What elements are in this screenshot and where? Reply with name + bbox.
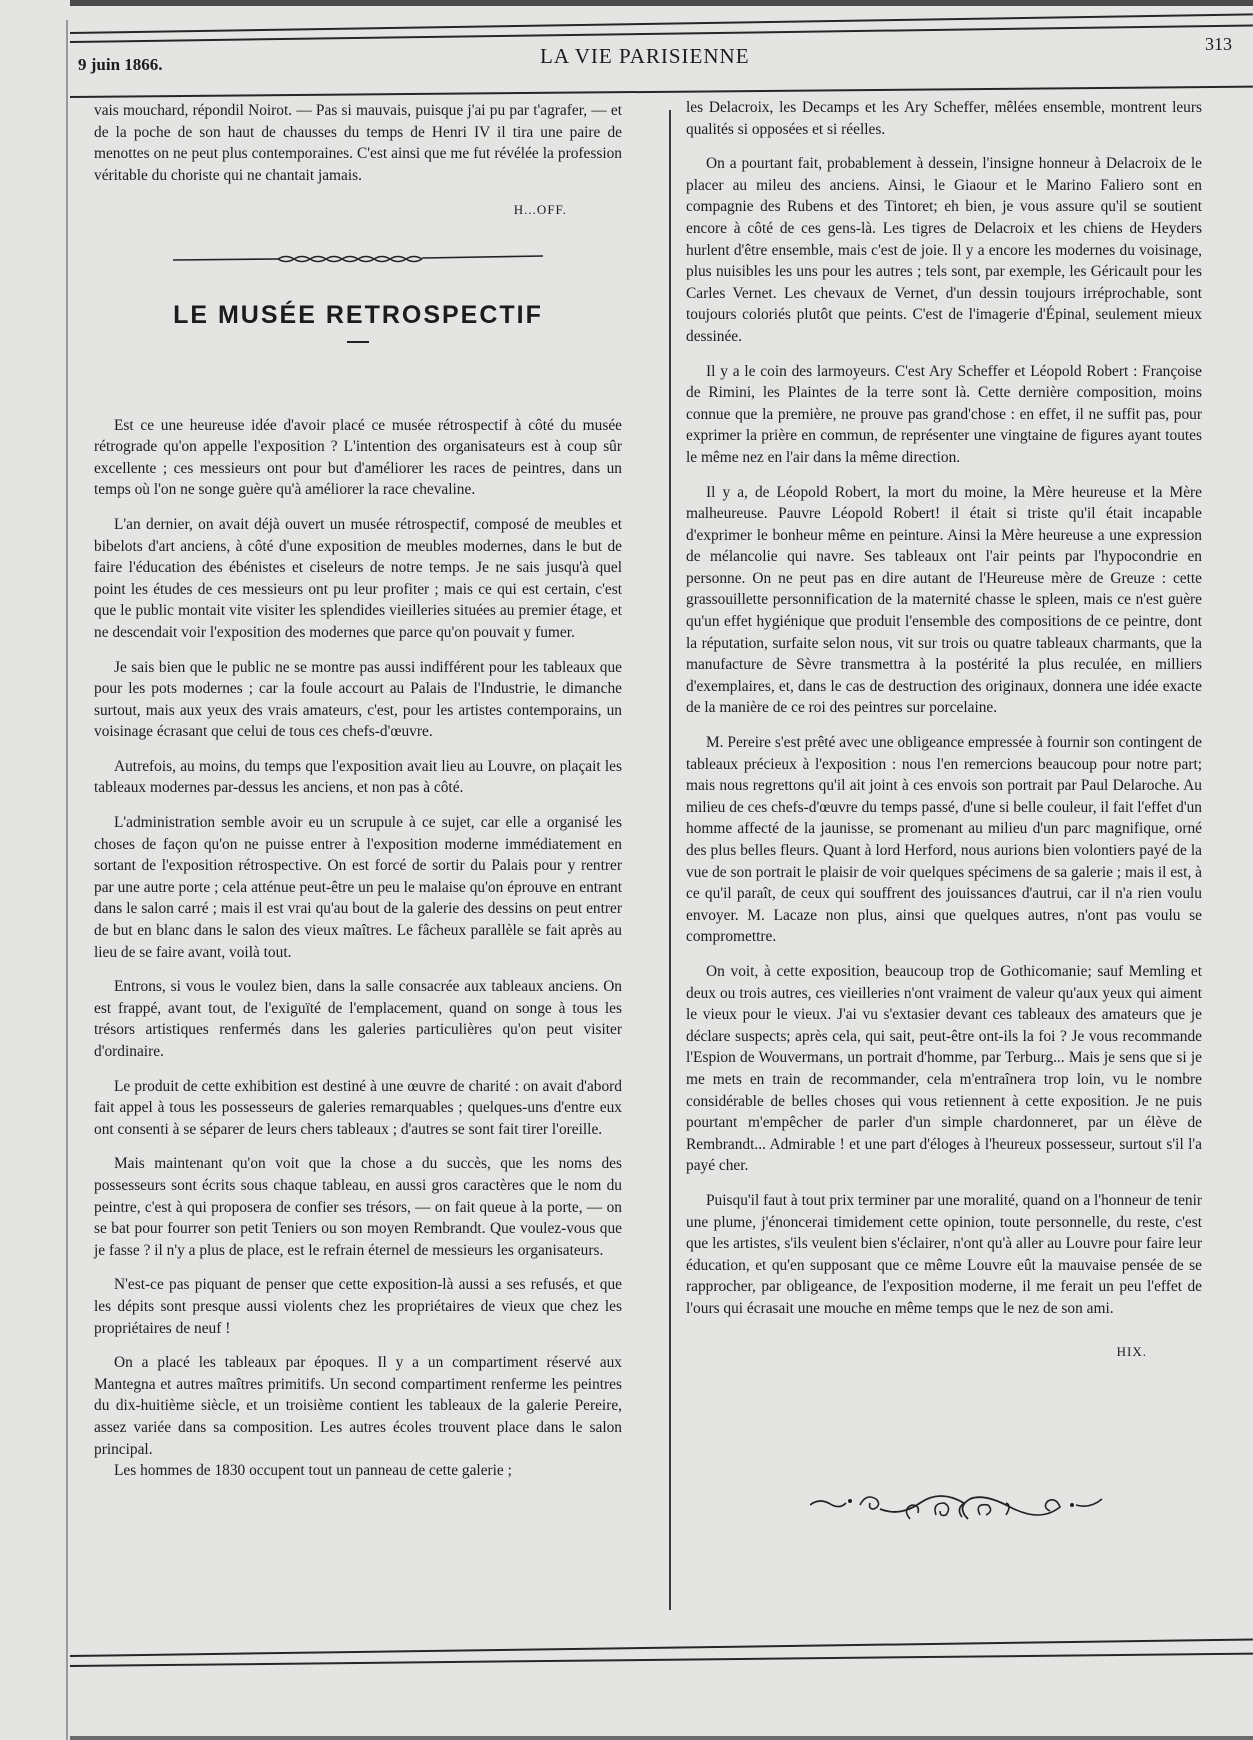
paragraph: Puisqu'il faut à tout prix terminer par une moralité, quand on a l'honneur de tenir une plume, j'énoncerai timidement cette opinion, toute personnelle, du reste, c'est que les artistes, s'ils veulent bien s'éclairer, n'ont qu'à aller au Louvre pour faire leur éducation, et qu'en supposant que ce même Louvre eût la mauvaise pensée de se rapprocher, par obligeance, de l'exposition moderne, il me ferait un peu l'effet de l'ours qui écrasait une mouche en même temps que le nez de son ami. — [686, 1191, 1202, 1317]
ornamental-rule-icon — [173, 251, 543, 265]
paragraph: Il y a, de Léopold Robert, la mort du moine, la Mère heureuse et la Mère malheureuse. Pauvre Léopold Robert! il était si triste qu'il était incapable d'exprimer le bonheur même en peinture. Ainsi la Mère heureuse a une expression de mélancolie qui navre. Ses tableaux ont l'air peints par l'hypocondrie en personne. On ne peut pas en dire autant de l'Heureuse mère de Greuze : cette grassouillette personnification de la maternité chasse le spleen, mais ce n'est guère qu'un effet hygiénique que produit l'ensemble des compositions de ce peintre, dont la réputation, surfaite selon nous, vit sur trois ou quatre tableaux charmants, que la manufacture de Sèvre transmettra à la postérité la plus reculée, en milliers d'exemplaires, et, dans le cas de destruction des originaux, donnera une idée exacte de la manière de ce roi des peintres sur porcelaine. — [686, 483, 1202, 717]
paragraph: N'est-ce pas piquant de penser que cette exposition-là aussi a ses refusés, et que les dépits sont presque aussi violents chez les propriétaires de vieux que chez les propriétaires de neuf ! — [94, 1276, 622, 1337]
continued-paragraph: vais mouchard, répondil Noirot. — Pas si mauvais, puisque j'ai pu par t'agrafer, — et de la poche de son haut de chausses du temps de Henri IV il tira une paire de menottes on ne peut plus contemporaines. C'est ainsi que me fut révélée la profession véritable du choriste qui ne chantait jamais. — [94, 102, 622, 184]
paragraph: On a placé les tableaux par époques. Il y a un compartiment réservé aux Mantegna et autres maîtres primitifs. Un second compartiment renferme les peintres du dix-huitième siècle, et un troisième contient les tableaux de la galerie Pereire, assez variée dans sa composition. Les autres écoles trouvent place dans le salon principal. — [94, 1354, 622, 1458]
paragraph: Le produit de cette exhibition est destiné à une œuvre de charité : on avait d'abord fait appel à tous les possesseurs de galeries remarquables ; quelques-uns d'entre eux ont consenti à se séparer de leurs chers tableaux ; d'autres se sont fait tirer l'oreille. — [94, 1077, 622, 1138]
paragraph: Je sais bien que le public ne se montre pas aussi indifférent pour les tableaux que pour les pots modernes ; car la foule accourt au Palais de l'Industrie, le dimanche surtout, mais aux yeux des vrais amateurs, c'est, pour les artistes contemporains, un voisinage écrasant que celui de tous ces chefs-d'œuvre. — [94, 658, 622, 741]
header-rule-top-2 — [70, 24, 1253, 43]
footer-rule-bottom — [70, 1653, 1253, 1667]
column-divider — [669, 110, 671, 1610]
paragraph: Est ce une heureuse idée d'avoir placé ce musée rétrospectif à côté du musée rétrograde qu'on appelle l'exposition ? L'intention des organisateurs est à coup sûr excellente ; ces messieurs ont pour but d'améliorer les races de peintres, dans un temps où l'on ne songe guère qu'à améliorer la race chevaline. — [94, 416, 622, 499]
article-title: LE MUSÉE RETROSPECTIF — [173, 300, 543, 329]
paragraph: les Delacroix, les Decamps et les Ary Scheffer, mêlées ensemble, montrent leurs qualités si opposées et si réelles. — [686, 99, 1202, 138]
page-number: 313 — [1205, 34, 1232, 54]
issue-date: 9 juin 1866. — [78, 55, 163, 74]
paragraph: On a pourtant fait, probablement à dessein, l'insigne honneur à Delacroix de le placer au mileu des anciens. Ainsi, le Giaour et le Marino Faliero sont en compagnie des Rubens et des Tintoret; eh bien, je vous assure qu'il se soutient encore à côté de ces gens-là. Les tigres de Delacroix et les chiens de Heyders hurlent d'être ensemble, mais c'est de joie. Il y a encore les modernes du voisinage, plus nuisibles les uns pour les autres ; tels sont, par exemple, les Géricault pour les Carles Vernet. Les chevaux de Vernet, d'un dessin toujours irréprochable, sont toujours coloriés plutôt que peints. C'est de l'imagerie d'Épinal, seulement mieux dessinée. — [686, 155, 1202, 345]
paragraph: Mais maintenant qu'on voit que la chose a du succès, que les noms des possesseurs sont écrits sous chaque tableau, en aussi gros caractères que le nom du peintre, c'est à qui proposera de confier ses trésors, — on fait queue à la porte, — on se bat pour fourrer son petit Teniers ou son moyen Rembrandt. Que voulez-vous que je fasse ? il n'y a plus de place, est le refrain éternel de messieurs les organisateurs. — [94, 1155, 622, 1259]
previous-article-signature: H...OFF. — [513, 202, 567, 218]
paragraph: L'administration semble avoir eu un scrupule à ce sujet, car elle a organisé les choses de façon qu'on ne puisse entrer à l'exposition moderne immédiatement en sortant de l'exposition rétrospective. On est forcé de sortir du Palais pour y rentrer par une autre porte ; cela atténue peut-être un peu le malaise qu'on éprouve en entrant dans le salon carré ; mais il est vrai qu'au bout de la galerie des dessins on peut entrer de but en blanc dans le salon des vieux maîtres. Le fâcheux parallèle se fait après au lieu de se faire avant, voilà tout. — [94, 814, 622, 961]
paragraph: M. Pereire s'est prêté avec une obligeance empressée à fournir son contingent de tableaux précieux à l'exposition : nous l'en remercions beaucoup pour notre part; mais nous regrettons qu'il ait joint à ces envois son portrait par Paul Delaroche. Au milieu de ces chefs-d'œuvre du temps passé, d'une si belle couleur, il fait l'effet d'un homme affecté de la jaunisse, se promenant au milieu d'un parc magnifique, orné des plus belles fleurs. Quant à lord Herford, nous aurions bien volontiers payé de la vue de son portrait le plaisir de voir quelques spécimens de sa galerie ; mais il est, à ce qu'il paraît, de ceux qui souffrent des jouissances d'autrui, car il n'a rien voulu envoyer. M. Lacaze non plus, ainsi que quelques autres, n'ont pas voulu se compromettre. — [686, 734, 1202, 946]
title-dash — [347, 341, 369, 343]
paragraph: Les hommes de 1830 occupent tout un panneau de cette galerie ; — [114, 1462, 512, 1480]
left-column — [94, 100, 622, 1495]
header-rule-top — [70, 13, 1253, 34]
top-scan-edge — [70, 0, 1253, 6]
publication-title: LA VIE PARISIENNE — [540, 44, 750, 68]
right-column — [686, 97, 1202, 1363]
paragraph: On voit, à cette exposition, beaucoup trop de Gothicomanie; sauf Memling et deux ou trois autres, ces vieilleries n'ont vraiment de valeur qu'aux yeux qui aiment le vieux pour le vieux. J'ai vu s'extasier devant ces tableaux des amateurs que je déclare suspects; après cela, qui sait, peut-être ont-ils la foi ? Je vous recommande l'Espion de Wouvermans, un portrait d'homme, par Terburg... Mais je sens que si je me mets en train de recommander, cela m'entraînera trop loin, vu le nombre considérable de belles choses qui vous retiennent à cette exposition. Je ne puis pourtant m'empêcher de parler d'un simple chardonneret, par un élève de Rembrandt... Admirable ! et une part d'éloges à l'heureux possesseur, surtout s'il l'a payé cher. — [686, 962, 1202, 1175]
article-signature: HIX. — [1116, 1344, 1147, 1360]
paragraph: Il y a le coin des larmoyeurs. C'est Ary Scheffer et Léopold Robert : Françoise de Rimini, les Plaintes de la terre sont là. Cette dernière composition, moins connue que la première, ne prouve pas grand'chose : en effet, il ne suffit pas, pour exprimer la prière en commun, de représenter une vingtaine de figures ayant toutes le même nez en l'air dans la même direction. — [686, 362, 1202, 466]
paragraph: Autrefois, au moins, du temps que l'exposition avait lieu au Louvre, on plaçait les tableaux modernes par-dessus les anciens, et non pas à côté. — [94, 757, 622, 797]
flourish-ornament-icon — [810, 1475, 1110, 1525]
paragraph: L'an dernier, on avait déjà ouvert un musée rétrospectif, composé de meubles et bibelots d'art anciens, à côté d'une exposition de meubles modernes, dans le but de faire l'éducation des ébénistes et ciseleurs de notre temps. Je ne sais jusqu'à quel point les études de ces messieurs ont pu leur profiter ; mais ce qui est certain, c'est que le public montait vite visiter les splendides vieilleries situées au premier étage, et ne descendait voir l'exposition des modernes que parce qu'on pouvait y fumer. — [94, 515, 622, 641]
paragraph: Entrons, si vous le voulez bien, dans la salle consacrée aux tableaux anciens. On est frappé, avant tout, de l'exiguïté de l'emplacement, quand on songe à tous les trésors artistiques renfermés dans les galeries particulières qu'on peut visiter d'ordinaire. — [94, 978, 622, 1060]
binding-edge — [66, 20, 68, 1740]
bottom-scan-edge — [70, 1736, 1253, 1740]
